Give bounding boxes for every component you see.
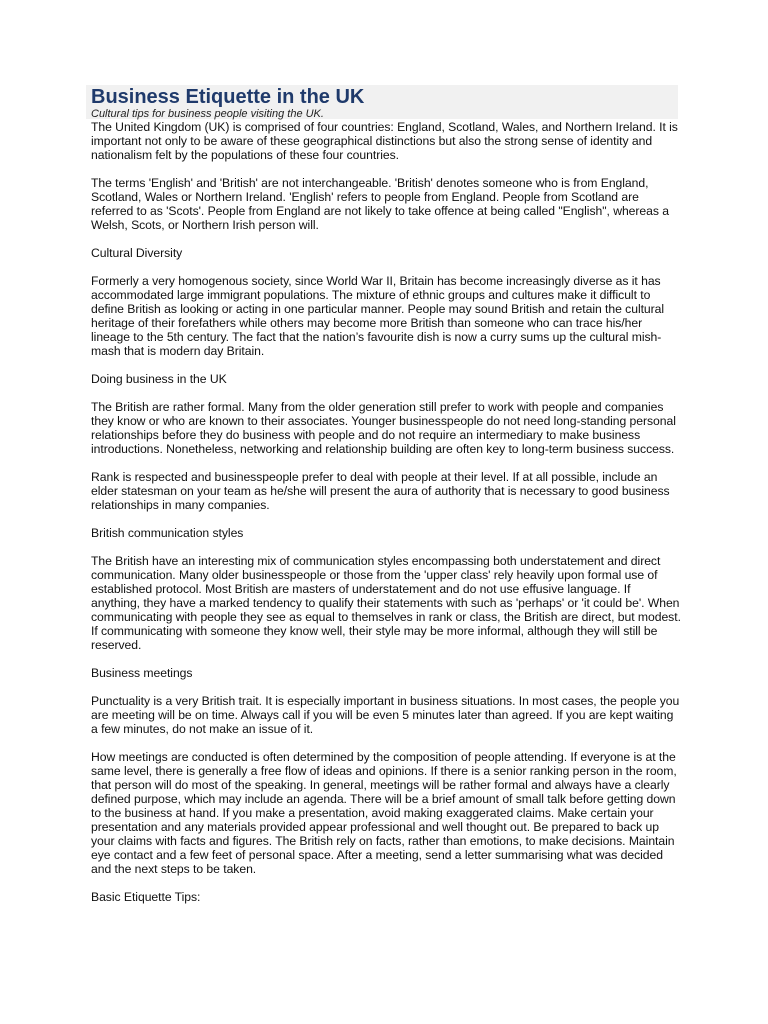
paragraph-meetings: How meetings are conducted is often determined by the composition of people attending. If everyone is at the same level, there is generally a free flow of ideas and opinions. If there is a senior ranking person in the room, that person will do most of the speaking. In general, meetings will be rather formal and always have a clearly defined purpose, which may include an agenda. There will be a brief amount of small talk before getting down to the business at hand. If you make a presentation, avoid making exaggerated claims. Make certain your presentation and any materials provided appear professional and well thought out. Be prepared to back up your claims with facts and figures. The British rely on facts, rather than emotions, to make decisions. Maintain eye contact and a few feet of personal space. After a meeting, send a letter summarising what was decided and the next steps to be taken. <box>91 750 677 876</box>
paragraph-communication: The British have an interesting mix of communication styles encompassing both understatement and direct communication. Many older businesspeople or those from the 'upper class' rely heavily upon formal use of established protocol. Most British are masters of understatement and do not use effusive language. If anything, they have a marked tendency to qualify their statements with such as 'perhaps' or 'it could be'. When communicating with people they see as equal to themselves in rank or class, the British are direct, but modest. If communicating with someone they know well, their style may be more informal, although they will still be reserved. <box>91 554 681 652</box>
document-subtitle: Cultural tips for business people visiting the UK. <box>91 108 324 120</box>
document-page <box>91 86 681 918</box>
paragraph-english-british: The terms 'English' and 'British' are not interchangeable. 'British' denotes someone who is from England, Scotland, Wales or Northern Ireland. 'English' refers to people from England. People from Scotland are referred to as 'Scots'. People from England are not likely to take offence at being called "English", whereas a Welsh, Scots, or Northern Irish person will. <box>91 176 669 232</box>
paragraph-rank: Rank is respected and businesspeople prefer to deal with people at their level. If at all possible, include an elder statesman on your team as he/she will present the aura of authority that is necessary to good business relationships in many companies. <box>91 470 670 512</box>
section-heading-meetings: Business meetings <box>91 666 193 680</box>
section-heading-cultural-diversity: Cultural Diversity <box>91 246 183 260</box>
document-body <box>91 120 681 904</box>
document-title: Business Etiquette in the UK <box>91 86 365 108</box>
section-heading-etiquette-tips: Basic Etiquette Tips: <box>91 890 201 904</box>
paragraph-punctuality: Punctuality is a very British trait. It is especially important in business situations. In most cases, the people you are meeting will be on time. Always call if you will be even 5 minutes later than agreed. If you are kept waiting a few minutes, do not make an issue of it. <box>91 694 680 736</box>
paragraph-formal: The British are rather formal. Many from the older generation still prefer to work with people and companies they know or who are known to their associates. Younger businesspeople do not need long-standing personal relationships before they do business with people and do not require an intermediary to make business introductions. Nonetheless, networking and relationship building are often key to long-term business success. <box>91 400 676 456</box>
section-heading-doing-business: Doing business in the UK <box>91 372 227 386</box>
paragraph-diversity: Formerly a very homogenous society, since World War II, Britain has become increasingly diverse as it has accommodated large immigrant populations. The mixture of ethnic groups and cultures make it difficult to define British as looking or acting in one particular manner. People may sound British and retain the cultural heritage of their forefathers while others may become more British than someone who can trace his/her lineage to the 5th century. The fact that the nation’s favourite dish is now a curry sums up the cultural mish-mash that is modern day Britain. <box>91 274 665 358</box>
paragraph-intro: The United Kingdom (UK) is comprised of four countries: England, Scotland, Wales, and Northern Ireland. It is important not only to be aware of these geographical distinctions but also the strong sense of identity and nationalism felt by the populations of these four countries. <box>91 120 678 162</box>
section-heading-communication: British communication styles <box>91 526 244 540</box>
